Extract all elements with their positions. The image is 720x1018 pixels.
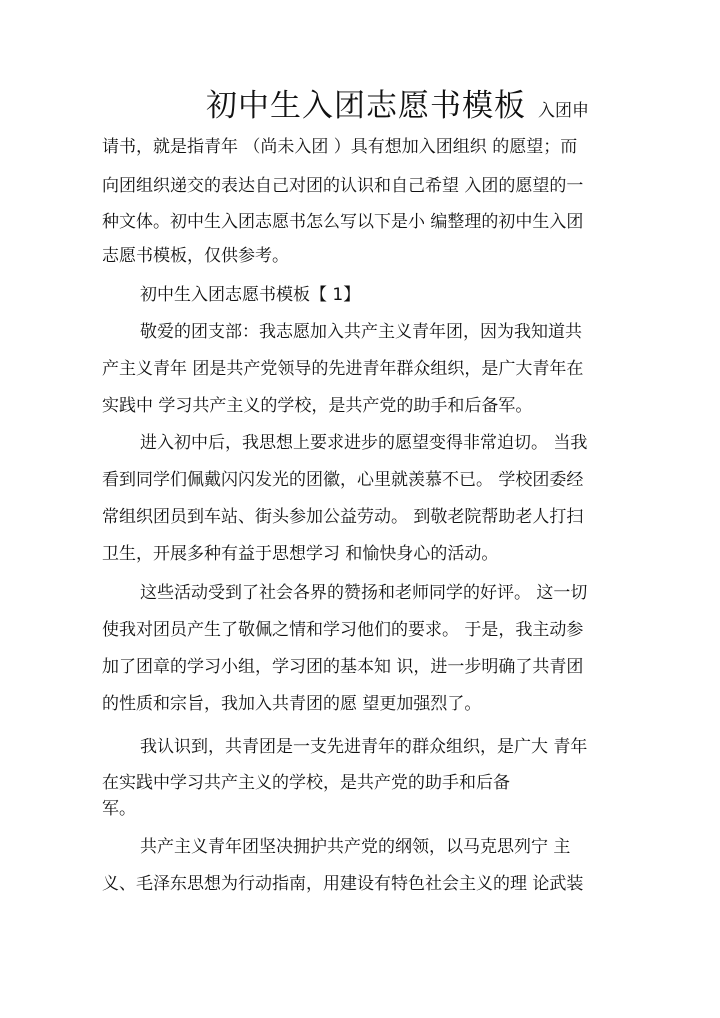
text-line: 向团组织递交的表达自己对团的认识和自己希望 入团的愿望的一 xyxy=(102,176,584,196)
text-line: 我认识到，共青团是一支先进青年的群众组织，是广大 青年 xyxy=(140,737,588,757)
text-line: 使我对团员产生了敬佩之情和学习他们的要求。 于是，我主动参 xyxy=(102,620,584,640)
text-line: 进入初中后，我思想上要求进步的愿望变得非常迫切。 当我 xyxy=(140,433,588,453)
text-line: 在实践中学习共产主义的学校，是共产党的助手和后备 xyxy=(102,773,510,793)
title-trailing-text: 入团申 xyxy=(538,101,589,121)
text-line: 看到同学们佩戴闪闪发光的团徽，心里就羡慕不已。 学校团委经 xyxy=(102,470,584,490)
text-line: 军。 xyxy=(102,799,136,819)
document-title-row xyxy=(206,80,589,125)
text-line: 卫生，开展多种有益于思想学习 和愉快身心的活动。 xyxy=(102,544,499,564)
text-line: 请书，就是指青年 （尚未入团 ）具有想加入团组织 的愿望；而 xyxy=(102,137,578,157)
document-title: 初中生入团志愿书模板 xyxy=(206,88,526,124)
text-line: 种文体。初中生入团志愿书怎么写以下是小 编整理的初中生入团 xyxy=(102,212,584,232)
text-line: 产主义青年 团是共产党领导的先进青年群众组织，是广大青年在 xyxy=(102,359,584,379)
text-line: 共产主义青年团坚决拥护共产党的纲领，以马克思列宁 主 xyxy=(140,837,571,857)
text-line: 义、毛泽东思想为行动指南，用建设有特色社会主义的理 论武装 xyxy=(102,874,584,894)
text-line: 常组织团员到车站、街头参加公益劳动。 到敬老院帮助老人打扫 xyxy=(102,507,584,527)
text-line: 志愿书模板，仅供参考。 xyxy=(102,246,289,266)
text-line: 加了团章的学习小组，学习团的基本知 识，进一步明确了共青团 xyxy=(102,657,584,677)
text-line: 实践中 学习共产主义的学校，是共产党的助手和后备军。 xyxy=(102,396,533,416)
text-line: 的性质和宗旨，我加入共青团的愿 望更加强烈了。 xyxy=(102,694,482,714)
text-line: 敬爱的团支部：我志愿加入共产主义青年团，因为我知道共 xyxy=(140,322,582,342)
text-line: 这些活动受到了社会各界的赞扬和老师同学的好评。 这一切 xyxy=(140,583,588,603)
section-heading: 初中生入团志愿书模板【 1】 xyxy=(140,285,361,305)
